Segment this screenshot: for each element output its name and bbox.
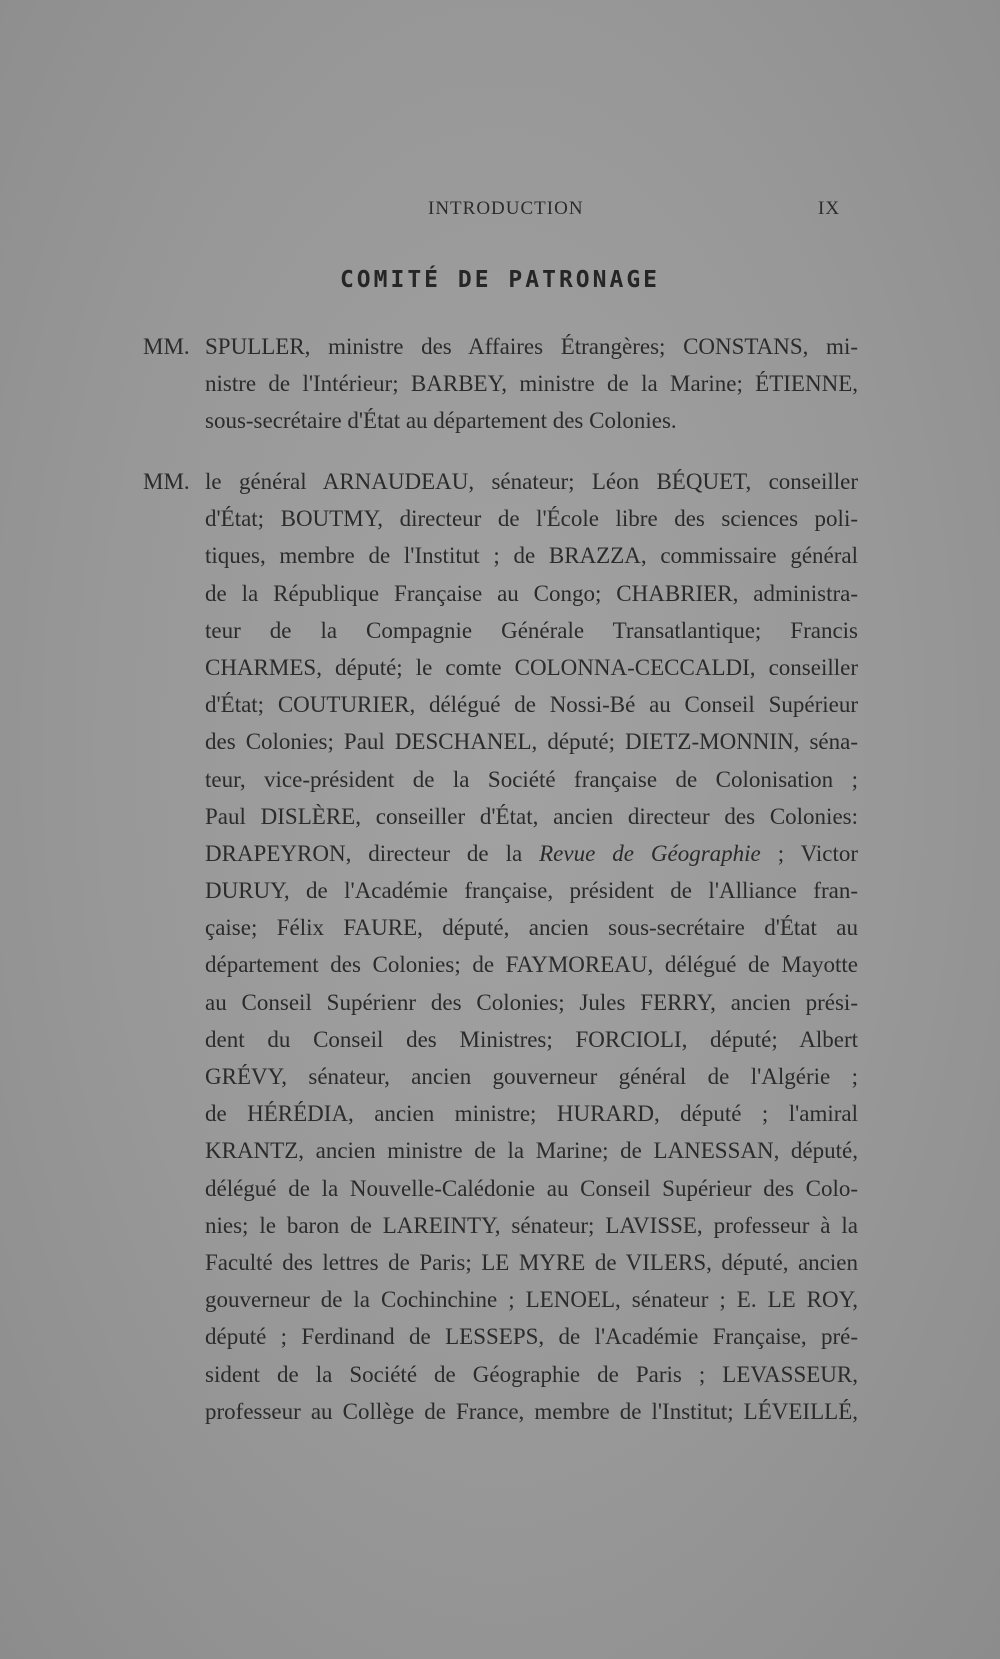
running-head [0,198,1000,224]
text-line [143,537,858,574]
text-line [143,946,858,983]
line-text: Faculté des lettres de Paris; LE MYRE de VILERS, député, ancien [205,1249,858,1275]
text-line [143,1393,858,1430]
line-text-start: DRAPEYRON, directeur de la [205,840,523,866]
line-text: député ; Ferdinand de LESSEPS, de l'Académie Française, pré- [205,1324,858,1350]
text-line [143,1021,858,1058]
line-text: département des Colonies; de FAYMOREAU, délégué de Mayotte [205,952,858,978]
page-number: IX [818,198,841,219]
text-line [143,1170,858,1207]
running-title: INTRODUCTION [428,198,584,219]
text-line [143,1132,858,1169]
section-title: COMITÉ DE PATRONAGE [339,267,661,293]
text-line [143,1058,858,1095]
text-line [143,761,858,798]
line-text: Paul DISLÈRE, conseiller d'État, ancien directeur des Colonies: [205,803,858,829]
text-line [143,365,858,402]
line-text: teur de la Compagnie Générale Transatlantique; Francis [205,617,858,643]
line-text: d'État; COUTURIER, délégué de Nossi-Bé au Conseil Supérieur [205,692,858,718]
line-text: tiques, membre de l'Institut ; de BRAZZA, commissaire général [205,543,858,569]
line-text: teur, vice-président de la Société française de Colonisation ; [205,766,858,792]
text-line [143,835,858,872]
line-text: CHARMES, député; le comte COLONNA-CECCALDI, conseiller [205,654,858,680]
line-text: gouverneur de la Cochinchine ; LENOEL, sénateur ; E. LE ROY, [205,1287,858,1313]
text-line [143,463,858,500]
line-text: le général ARNAUDEAU, sénateur; Léon BÉQUET, conseiller [205,469,858,494]
line-text: çaise; Félix FAURE, député, ancien sous-secrétaire d'État au [205,915,858,941]
journal-title: Revue de Géographie [539,840,761,866]
line-text: sident de la Société de Géographie de Paris ; LEVASSEUR, [205,1361,858,1387]
text-line [143,575,858,612]
paragraph-members [143,463,858,1430]
paragraph-lead: MM. [143,469,190,494]
line-text: sous-secrétaire d'État au département des Colonies. [205,408,677,434]
text-line [143,612,858,649]
text-line [143,686,858,723]
line-text: au Conseil Supérienr des Colonies; Jules FERRY, ancien prési- [205,989,858,1015]
text-line [143,798,858,835]
text-line [143,723,858,760]
text-line [143,1095,858,1132]
text-line [143,872,858,909]
paragraph-lead: MM. [143,334,190,359]
text-line [143,500,858,537]
text-line [143,1207,858,1244]
line-text: nistre de l'Intérieur; BARBEY, ministre de la Marine; ÉTIENNE, [205,371,858,397]
line-text: de HÉRÉDIA, ancien ministre; HURARD, député ; l'amiral [205,1101,858,1127]
line-text: professeur au Collège de France, membre de l'Institut; LÉVEILLÉ, [205,1398,858,1424]
line-text: dent du Conseil des Ministres; FORCIOLI, député; Albert [205,1026,858,1052]
text-line [143,984,858,1021]
text-line [143,1318,858,1355]
line-text: SPULLER, ministre des Affaires Étrangères; CONSTANS, mi- [205,334,858,359]
text-line [143,909,858,946]
line-text: d'État; BOUTMY, directeur de l'École libre des sciences poli- [205,506,858,532]
line-text-with-italic [205,835,858,872]
line-text: DURUY, de l'Académie française, président de l'Alliance fran- [205,878,858,904]
line-text: de la République Française au Congo; CHABRIER, administra- [205,580,858,606]
line-text: délégué de la Nouvelle-Calédonie au Conseil Supérieur des Colo- [205,1175,858,1201]
text-line [143,649,858,686]
line-text: GRÉVY, sénateur, ancien gouverneur général de l'Algérie ; [205,1064,858,1089]
line-text-end: ; Victor [777,840,858,866]
text-line [143,1356,858,1393]
text-line [143,1244,858,1281]
line-text: nies; le baron de LAREINTY, sénateur; LAVISSE, professeur à la [205,1212,858,1238]
paragraph-ministers [143,328,858,440]
text-line [143,1281,858,1318]
text-line [143,328,858,365]
line-text: des Colonies; Paul DESCHANEL, député; DIETZ-MONNIN, séna- [205,729,858,755]
text-line [143,402,858,439]
line-text: KRANTZ, ancien ministre de la Marine; de LANESSAN, député, [205,1138,858,1164]
